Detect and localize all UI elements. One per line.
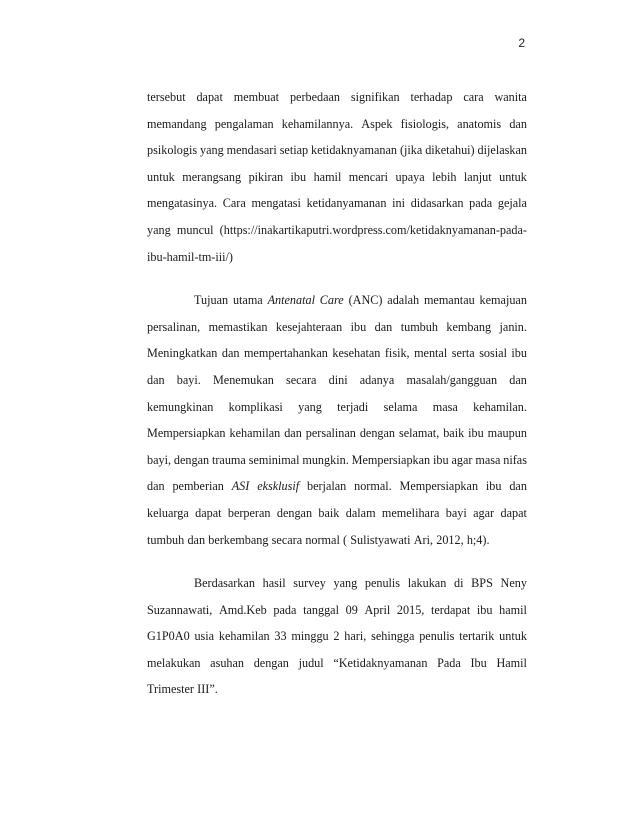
word: dan xyxy=(509,479,527,494)
text-line xyxy=(147,314,527,341)
word: mencari xyxy=(348,169,389,184)
text-line xyxy=(147,623,527,650)
word: h;4). xyxy=(466,532,490,547)
word: masa xyxy=(475,452,501,467)
word: ibu xyxy=(511,346,527,361)
paragraph xyxy=(147,570,527,703)
word: selamat, xyxy=(398,426,440,441)
word: bayi, xyxy=(147,452,172,467)
word: komplikasi xyxy=(228,399,283,414)
word: penulis xyxy=(419,629,455,644)
word: selama xyxy=(383,399,418,414)
word: persalinan xyxy=(305,426,356,441)
word: maupun xyxy=(487,426,527,441)
word: keluarga xyxy=(147,505,189,520)
word: upaya xyxy=(395,169,425,184)
word: gejala xyxy=(497,196,527,211)
italic-word: ASI xyxy=(231,479,250,494)
word: ( xyxy=(343,532,348,547)
word: usia xyxy=(194,629,215,644)
word: 2 xyxy=(333,629,340,644)
word: dijelaskan xyxy=(477,143,527,158)
word: agar xyxy=(451,452,473,467)
word: dalam xyxy=(345,505,376,520)
word: normal. xyxy=(354,479,392,494)
word: wanita xyxy=(494,90,527,104)
word: Mempersiapkan xyxy=(399,479,479,494)
word: ibu xyxy=(433,452,449,467)
word: dapat xyxy=(195,505,222,520)
word: tumbuh xyxy=(400,319,438,334)
word: lakukan xyxy=(407,576,447,591)
word: bayi. xyxy=(176,372,201,387)
text-line xyxy=(147,217,527,244)
text-line xyxy=(147,137,527,164)
text-line xyxy=(147,190,527,217)
paragraph-gap xyxy=(147,553,527,570)
paragraph xyxy=(147,287,527,553)
word: fisik, xyxy=(384,346,410,361)
word: 2012, xyxy=(436,532,464,547)
word: Amd.Keb xyxy=(219,602,267,617)
word: kehamilan xyxy=(229,426,281,441)
word: Suzannawati, xyxy=(147,602,213,617)
word: normal xyxy=(305,532,340,547)
word: Meningkatkan xyxy=(147,346,218,361)
word: memastikan xyxy=(208,319,268,334)
word: dengan xyxy=(253,655,289,670)
word: memantau xyxy=(423,293,475,308)
word: lebih xyxy=(432,169,457,184)
word: mengatasinya. xyxy=(147,196,218,211)
word: dengan xyxy=(276,505,313,520)
text-line xyxy=(147,527,527,554)
word: Hamil xyxy=(496,655,527,670)
word: serta xyxy=(451,346,475,361)
word: BPS xyxy=(471,576,493,591)
word: masa xyxy=(432,399,458,414)
word: Mempersiapkan xyxy=(351,452,431,467)
word: cara xyxy=(463,90,484,104)
word: (ANC) xyxy=(348,293,383,308)
word: ini xyxy=(392,196,405,211)
word: pada xyxy=(273,602,297,617)
paragraph xyxy=(147,84,527,270)
word: terdapat xyxy=(431,602,471,617)
word: “Ketidaknyamanan xyxy=(333,655,428,670)
word: persalinan, xyxy=(147,319,201,334)
word: pikiran xyxy=(248,169,284,184)
text-line xyxy=(147,473,527,500)
word: mental xyxy=(414,346,448,361)
word: utama xyxy=(232,293,263,308)
word: ibu xyxy=(485,479,502,494)
word: dengan xyxy=(173,452,210,467)
word: dan xyxy=(284,426,302,441)
word: ibu xyxy=(476,602,493,617)
word: kesejahteraan xyxy=(275,319,343,334)
word: psikologis xyxy=(147,143,198,158)
word: judul xyxy=(298,655,324,670)
word: untuk xyxy=(499,629,527,644)
word: terjadi xyxy=(337,399,369,414)
word: merangsang xyxy=(182,169,242,184)
word: yang xyxy=(147,222,171,237)
word: dan xyxy=(221,346,240,361)
italic-word: eksklusif xyxy=(257,479,300,494)
word: hasil xyxy=(262,576,286,591)
word: berjalan xyxy=(307,479,347,494)
word: pemberian xyxy=(172,479,224,494)
word: 09 xyxy=(345,602,358,617)
word: Menemukan xyxy=(212,372,274,387)
word: kehamilan. xyxy=(473,399,527,414)
text-line xyxy=(147,676,527,703)
word: muncul xyxy=(176,222,214,237)
word: tertarik xyxy=(459,629,495,644)
word: anatomis xyxy=(457,116,502,131)
word: tanggal xyxy=(303,602,339,617)
word: masalah/gangguan xyxy=(406,372,498,387)
word: dan xyxy=(147,372,165,387)
word: hari, xyxy=(344,629,367,644)
word: setiap xyxy=(279,143,309,158)
text-line xyxy=(147,420,527,447)
word: dini xyxy=(328,372,348,387)
word: mengatasi xyxy=(251,196,301,211)
word: perbedaan xyxy=(289,90,341,104)
word: kemajuan xyxy=(479,293,527,308)
word: mendasari xyxy=(226,143,277,158)
text-line xyxy=(147,597,527,624)
word: baik xyxy=(443,426,465,441)
word: janin. xyxy=(499,319,527,334)
word: secara xyxy=(271,532,303,547)
word: ibu xyxy=(350,319,367,334)
word: (jika xyxy=(399,143,423,158)
word: kehamilan xyxy=(218,629,270,644)
word: Ibu xyxy=(470,655,487,670)
word: memandang xyxy=(147,116,207,131)
word: kehamilannya. xyxy=(281,116,354,131)
word: ketidanyamanan xyxy=(306,196,387,211)
word: untuk xyxy=(499,169,527,184)
word: sosial xyxy=(479,346,507,361)
word: trauma xyxy=(211,452,246,467)
text-line xyxy=(147,570,527,597)
word: dapat xyxy=(196,90,223,104)
word: secara xyxy=(286,372,317,387)
word: membuat xyxy=(233,90,280,104)
word: pada xyxy=(469,196,493,211)
word: lanjut xyxy=(463,169,492,184)
word: yang xyxy=(333,576,358,591)
word: tumbuh xyxy=(147,532,185,547)
word: Berdasarkan xyxy=(194,576,255,591)
word: mempertahankan xyxy=(243,346,328,361)
word: penulis xyxy=(364,576,401,591)
word: Trimester xyxy=(147,682,194,697)
word: April xyxy=(364,602,391,617)
word: dan xyxy=(374,319,393,334)
word: pengalaman xyxy=(214,116,274,131)
paragraph-gap xyxy=(147,270,527,287)
word: G1P0A0 xyxy=(147,629,190,644)
italic-word: Care xyxy=(319,293,344,308)
word: signifikan xyxy=(350,90,400,104)
word: melakukan xyxy=(147,655,201,670)
word: didasarkan xyxy=(410,196,464,211)
word: dan xyxy=(147,479,165,494)
text-line xyxy=(147,394,527,421)
word: 2015, xyxy=(396,602,425,617)
text-line xyxy=(147,287,527,314)
body-text xyxy=(147,84,527,703)
word: diketahui) xyxy=(425,143,475,158)
word: asuhan xyxy=(210,655,245,670)
word: dan xyxy=(509,116,527,131)
text-line xyxy=(147,500,527,527)
word: kesehatan xyxy=(332,346,381,361)
word: hamil xyxy=(499,602,527,617)
word: ibu xyxy=(290,169,307,184)
word: fisiologis, xyxy=(400,116,450,131)
word: 33 xyxy=(274,629,287,644)
word: survey xyxy=(293,576,326,591)
word: yang xyxy=(298,399,322,414)
word: tersebut xyxy=(147,90,186,104)
word: Sulistyawati xyxy=(350,532,411,547)
word: (https://inakartikaputri.wordpress.com/ketidaknyamanan-pada- xyxy=(219,222,527,237)
word: Mempersiapkan xyxy=(147,426,226,441)
text-line xyxy=(147,340,527,367)
word: minggu xyxy=(291,629,329,644)
word: dengan xyxy=(359,426,396,441)
word: sehingga xyxy=(371,629,415,644)
word: adanya xyxy=(359,372,395,387)
page-number: 2 xyxy=(518,36,525,50)
word: nifas xyxy=(503,452,527,467)
word: III”. xyxy=(197,682,218,697)
word: untuk xyxy=(147,169,175,184)
word: agar xyxy=(473,505,495,520)
italic-word: Antenatal xyxy=(267,293,315,308)
word: baik xyxy=(318,505,340,520)
word: ibu-hamil-tm-iii/) xyxy=(147,249,233,264)
text-line xyxy=(147,367,527,394)
word: ibu xyxy=(468,426,484,441)
text-line xyxy=(147,650,527,677)
word: memelihara xyxy=(381,505,440,520)
word: adalah xyxy=(387,293,420,308)
word: kemungkinan xyxy=(147,399,214,414)
word: Pada xyxy=(437,655,461,670)
word: yang xyxy=(200,143,224,158)
word: Neny xyxy=(500,576,527,591)
text-line xyxy=(147,244,527,271)
text-line xyxy=(147,447,527,474)
word: hamil xyxy=(313,169,342,184)
word: Ari, xyxy=(413,532,434,547)
word: mungkin. xyxy=(302,452,349,467)
word: berkembang xyxy=(208,532,269,547)
word: ketidaknyamanan xyxy=(311,143,398,158)
word: Cara xyxy=(222,196,246,211)
word: berperan xyxy=(227,505,271,520)
word: bayi xyxy=(445,505,467,520)
word: dapat xyxy=(500,505,527,520)
word: terhadap xyxy=(410,90,453,104)
word: Aspek xyxy=(361,116,393,131)
word: dan xyxy=(509,372,527,387)
word: di xyxy=(454,576,464,591)
word: dan xyxy=(187,532,206,547)
text-line xyxy=(147,164,527,191)
word: seminimal xyxy=(248,452,300,467)
text-line xyxy=(147,84,527,111)
word: kembang xyxy=(446,319,492,334)
text-line xyxy=(147,111,527,138)
word: Tujuan xyxy=(194,293,229,308)
